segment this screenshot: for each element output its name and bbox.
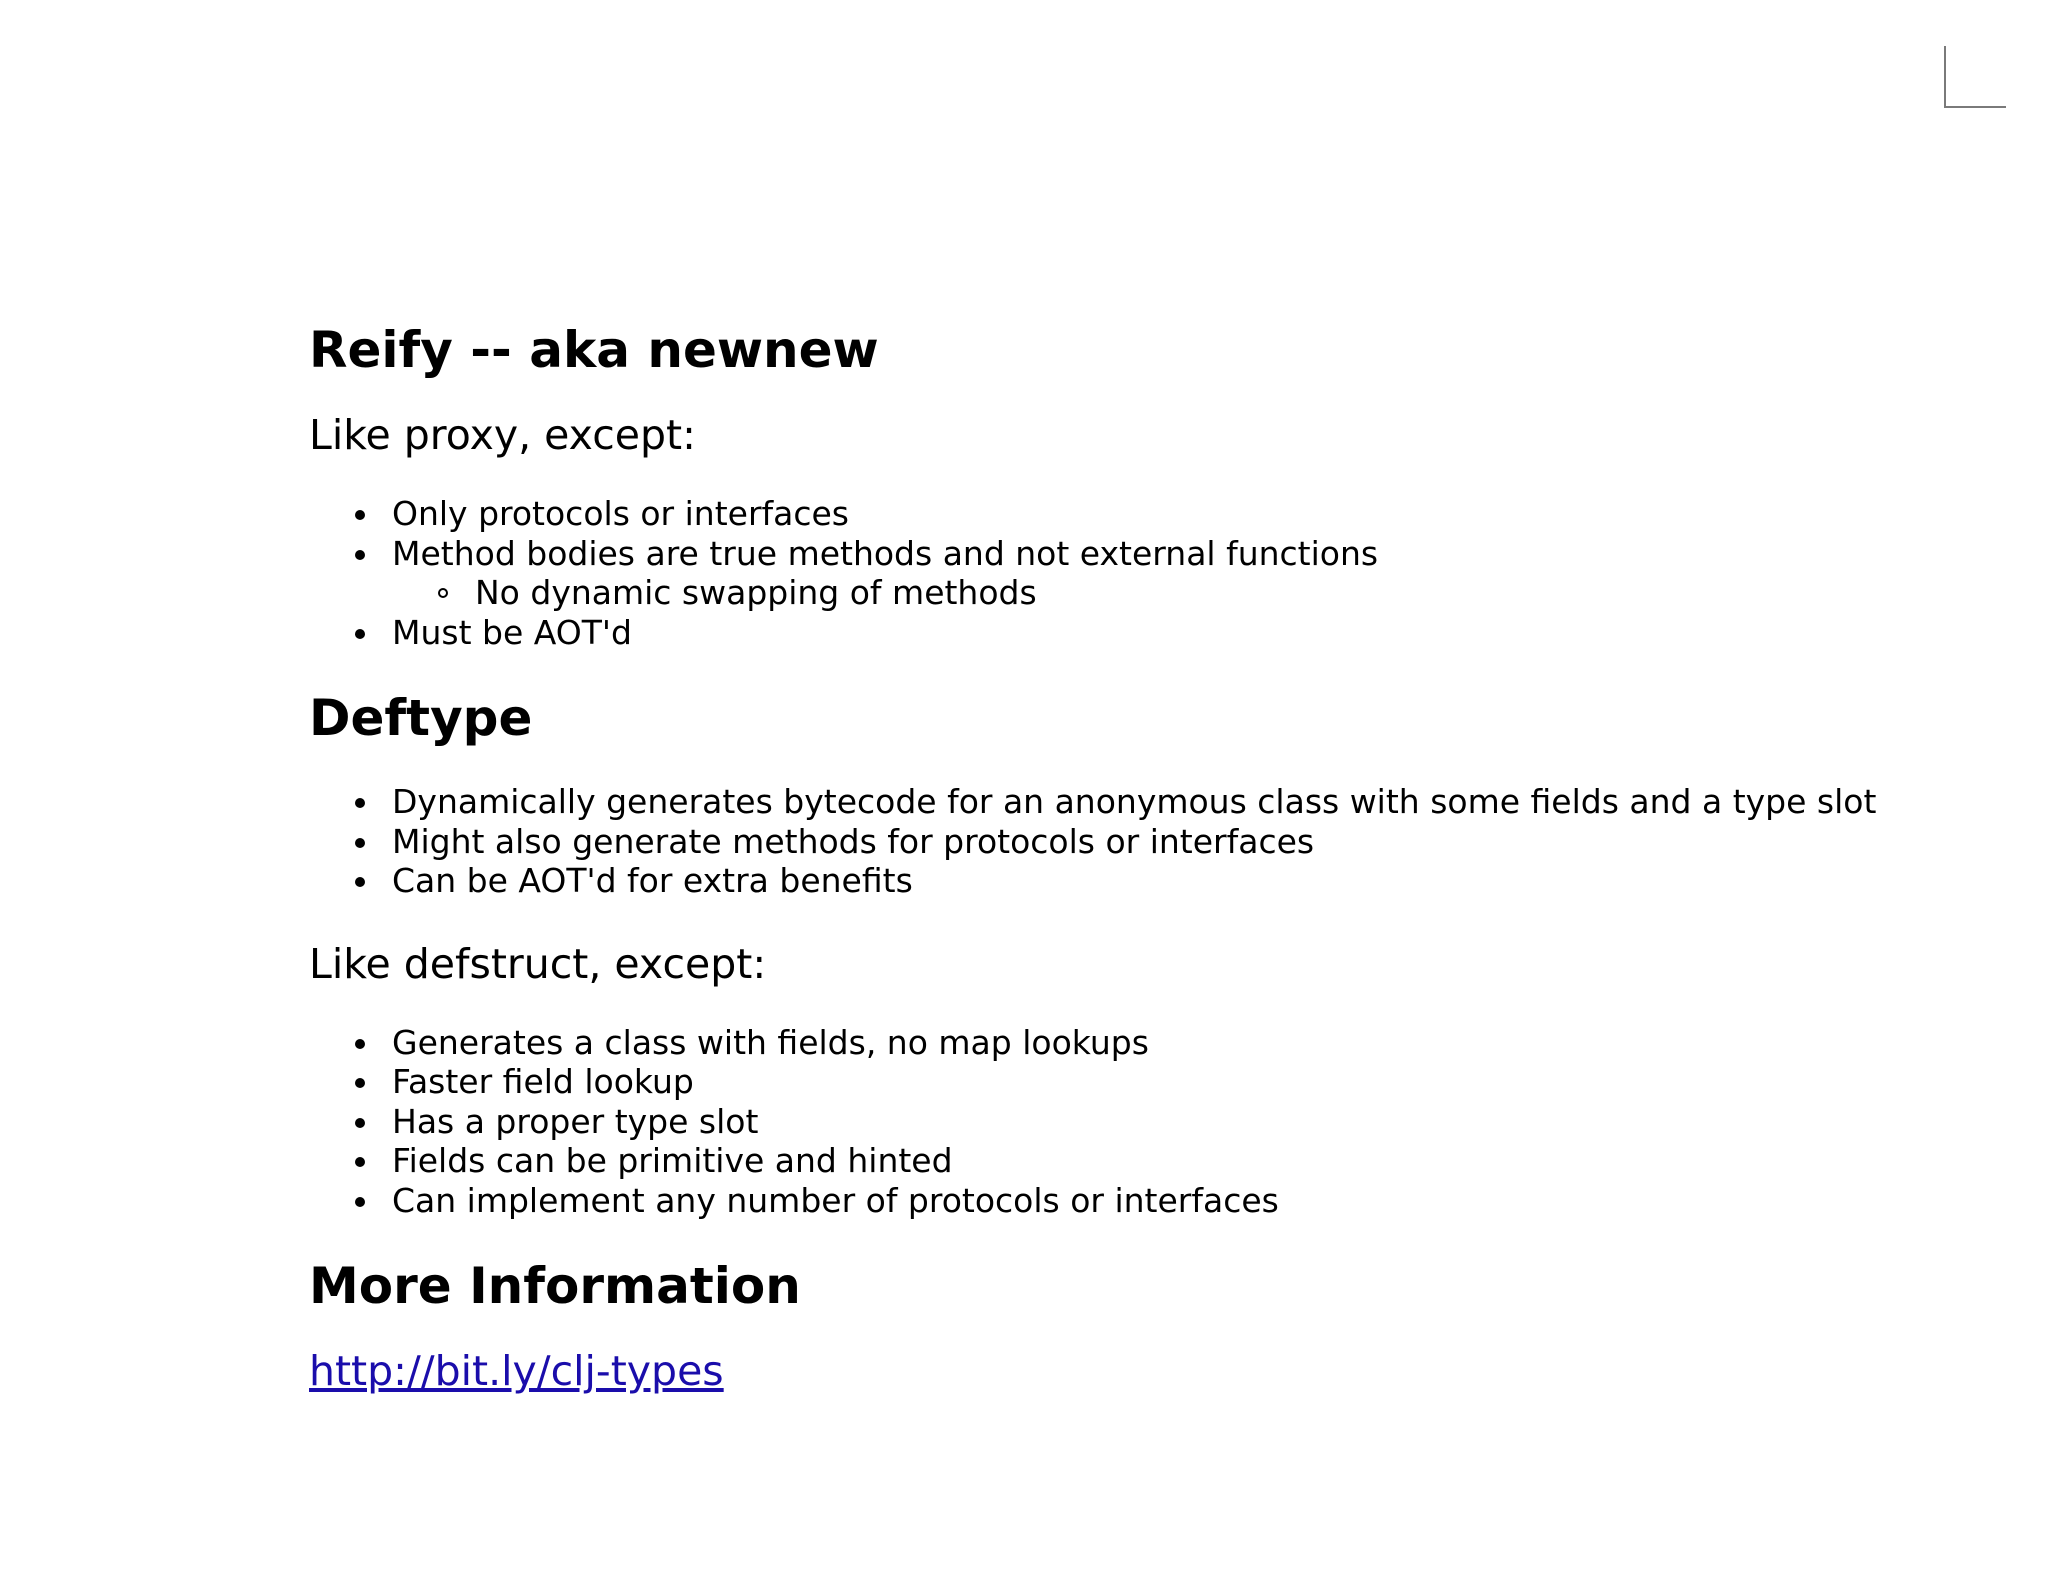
bullet-circle-icon	[438, 588, 448, 598]
bullet-disc-icon	[355, 877, 365, 887]
list-item-text: No dynamic swapping of methods	[475, 573, 1037, 612]
list-item-text: Method bodies are true methods and not external functions	[392, 533, 1379, 573]
list-item	[309, 1141, 2039, 1181]
bullet-disc-icon	[355, 1157, 365, 1167]
reify-lead-text: Like proxy, except:	[309, 411, 696, 459]
heading-more-information: More Information	[309, 1257, 801, 1315]
list-item	[309, 1023, 2039, 1063]
deftype-bullet-list	[309, 782, 2039, 901]
list-item	[309, 1062, 2039, 1102]
list-item-text: Might also generate methods for protocols or interfaces	[392, 821, 1315, 861]
list-item	[309, 861, 2039, 901]
list-item	[309, 613, 2039, 653]
bullet-disc-icon	[355, 629, 365, 639]
bullet-disc-icon	[355, 1078, 365, 1088]
clj-types-link[interactable]: http://bit.ly/clj-types	[309, 1347, 724, 1395]
list-item	[309, 822, 2039, 862]
list-item-text: Dynamically generates bytecode for an anonymous class with some fields and a type slot	[392, 782, 1877, 821]
list-item-text: Generates a class with fields, no map lookups	[392, 1022, 1149, 1062]
reify-sub-bullet-list	[392, 573, 2039, 613]
bullet-disc-icon	[355, 550, 365, 560]
defstruct-lead-text: Like defstruct, except:	[309, 939, 767, 988]
list-item-text: Has a proper type slot	[392, 1101, 759, 1141]
list-item-text: Can implement any number of protocols or interfaces	[392, 1180, 1279, 1220]
list-item	[309, 534, 2039, 613]
bullet-disc-icon	[355, 798, 365, 808]
reify-bullet-list	[309, 494, 2039, 652]
list-item	[309, 494, 2039, 534]
heading-deftype: Deftype	[309, 689, 533, 747]
bullet-disc-icon	[355, 1039, 365, 1049]
bullet-disc-icon	[355, 510, 365, 520]
list-item-text: Only protocols or interfaces	[392, 494, 849, 533]
slide-content	[309, 320, 2039, 1396]
list-item-text: Fields can be primitive and hinted	[392, 1141, 953, 1180]
list-item-text: Faster field lookup	[392, 1062, 694, 1101]
bullet-disc-icon	[355, 1118, 365, 1128]
list-item	[309, 1102, 2039, 1142]
page-corner-mark	[1944, 46, 2006, 108]
defstruct-bullet-list	[309, 1023, 2039, 1221]
bullet-disc-icon	[355, 1197, 365, 1207]
list-item	[392, 573, 2039, 613]
list-item-text: Can be AOT'd for extra benefits	[392, 861, 913, 900]
heading-reify: Reify -- aka newnew	[309, 321, 879, 379]
list-item-text: Must be AOT'd	[392, 612, 632, 652]
list-item	[309, 1181, 2039, 1221]
bullet-disc-icon	[355, 838, 365, 848]
list-item	[309, 782, 2039, 822]
